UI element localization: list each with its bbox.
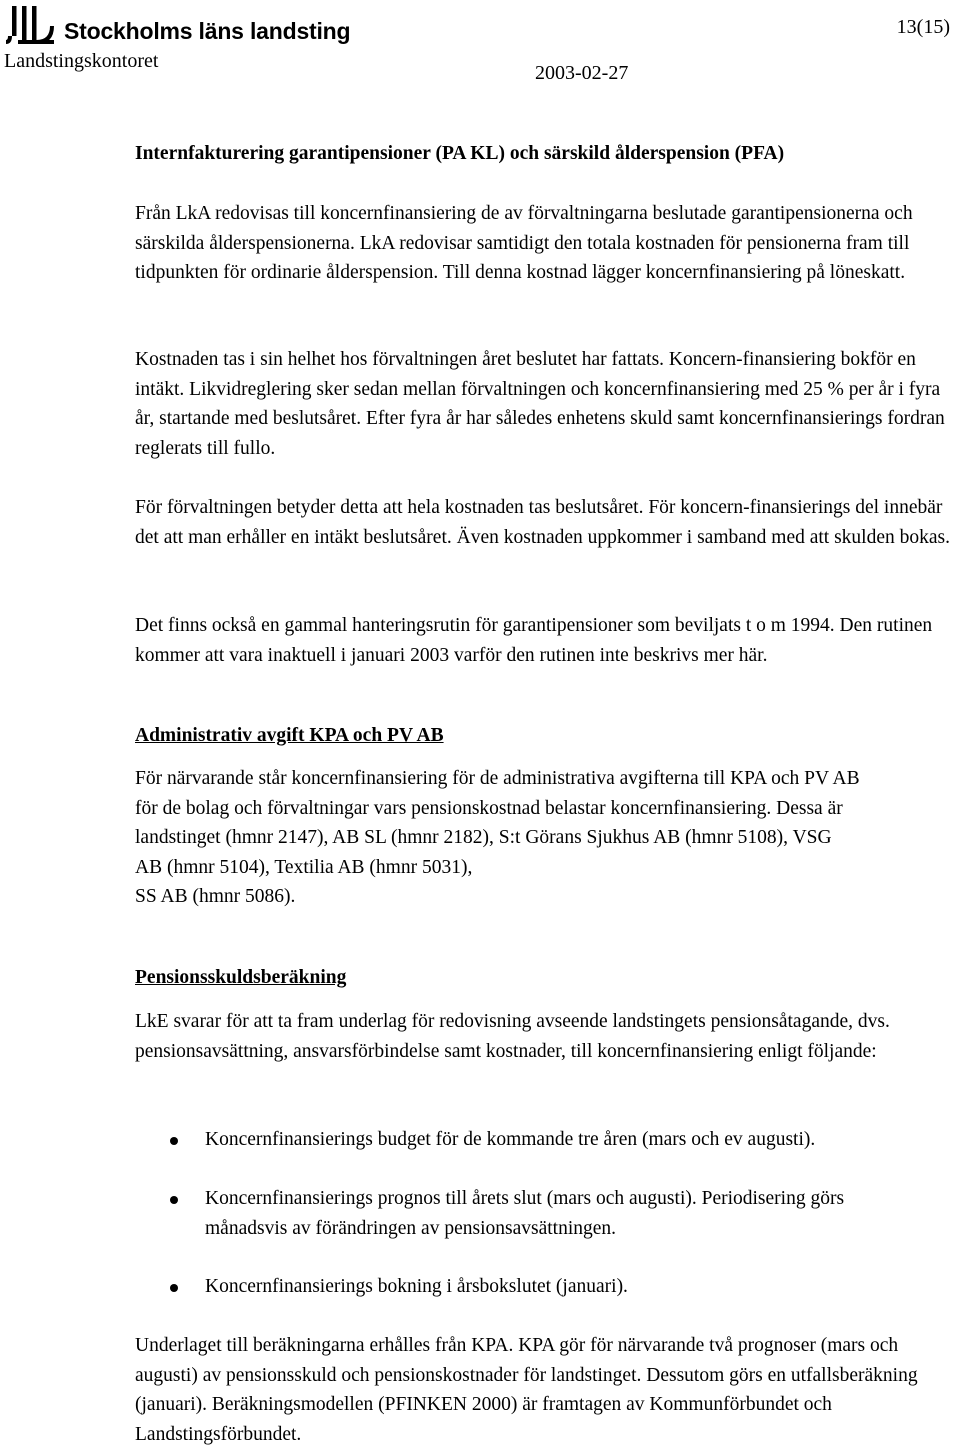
paragraph: Det finns också en gammal hanteringsrutin för garantipensioner som beviljats t o m 1994. Den rutinen kommer att vara inaktuell i januari 2003 varför den rutinen inte beskrivs mer här. [135,615,933,666]
section-heading-pensionsskuldsberakning: Pensionsskuldsberäkning [135,967,347,988]
text-line: För närvarande står koncernfinansiering för de administrativa avgifterna till KPA och PV AB [135,768,860,789]
text-line: för de bolag och förvaltningar vars pensionskostnad belastar koncernfinansiering. Dessa är [135,797,843,819]
paragraph: LkE svarar för att ta fram underlag för redovisning avseende landstingets pensionsåtagande, dvs. pensionsavsättning, ansvarsförbindelse samt kostnader, till koncernfinansiering enligt följande: [135,1011,890,1062]
organization-logo [6,4,350,48]
paragraph: För förvaltningen betyder detta att hela kostnaden tas beslutsåret. För koncern-finansierings del innebär det att man erhåller en intäkt beslutsåret. Även kostnaden uppkommer i samband med att skulden bokas. [135,497,950,548]
section-heading-administrativ-avgift: Administrativ avgift KPA och PV AB [135,725,444,746]
section-heading-internfakturering: Internfakturering garantipensioner (PA KL) och särskild ålderspension (PFA) [135,143,785,164]
document-date: 2003-02-27 [535,62,629,84]
list-item: Koncernfinansierings prognos till årets slut (mars och augusti). Periodisering görs månadsvis av förändringen av pensionsavsättningen. [135,1184,950,1243]
organization-name: Landstingskontoret [4,50,159,72]
logo-wordmark: Stockholms läns landsting [64,17,351,44]
bullet-icon [170,1284,178,1292]
paragraph-admin-fees [135,764,950,912]
paragraph: Kostnaden tas i sin helhet hos förvaltningen året beslutet har fattats. Koncern-finansiering bokför en intäkt. Likvidreglering sker sedan mellan förvaltningen och koncernfinansiering med 25 % per år i fyra år, startande med beslutsåret. Efter fyra år har således enhetens skuld samt koncernfinansierings fordran reglerats till fullo. [135,349,945,459]
list-item: Koncernfinansierings bokning i årsbokslutet (januari). [135,1272,950,1302]
paragraph: Från LkA redovisas till koncernfinansiering de av förvaltningarna beslutade garantipensionerna och särskilda ålderspensionerna. LkA redovisar samtidigt den totala kostnaden för pensionerna fram till tidpunkten för ordinarie ålderspension. Till denna kostnad lägger koncernfinansiering på löneskatt. [135,203,913,284]
paragraph: Underlaget till beräkningarna erhålles från KPA. KPA gör för närvarande två prognoser (mars och augusti) av pensionsskuld och pensionskostnader för landstinget. Dessutom görs en utfallsberäkning (januari). Beräkningsmodellen (PFINKEN 2000) är framtagen av Kommunförbundet och Landstingsförbundet. [135,1335,918,1445]
text-line: landstinget (hmnr 2147), AB SL (hmnr 2182), S:t Görans Sjukhus AB (hmnr 5108), VSG [135,827,832,849]
bullet-icon [170,1196,178,1204]
page-number: 13(15) [896,16,950,38]
landsting-emblem-icon [6,6,56,46]
bullet-icon [170,1137,178,1145]
list-item: Koncernfinansierings budget för de kommande tre åren (mars och ev augusti). [135,1125,950,1155]
text-line: AB (hmnr 5104), Textilia AB (hmnr 5031), [135,856,473,878]
text-line: SS AB (hmnr 5086). [135,886,296,908]
